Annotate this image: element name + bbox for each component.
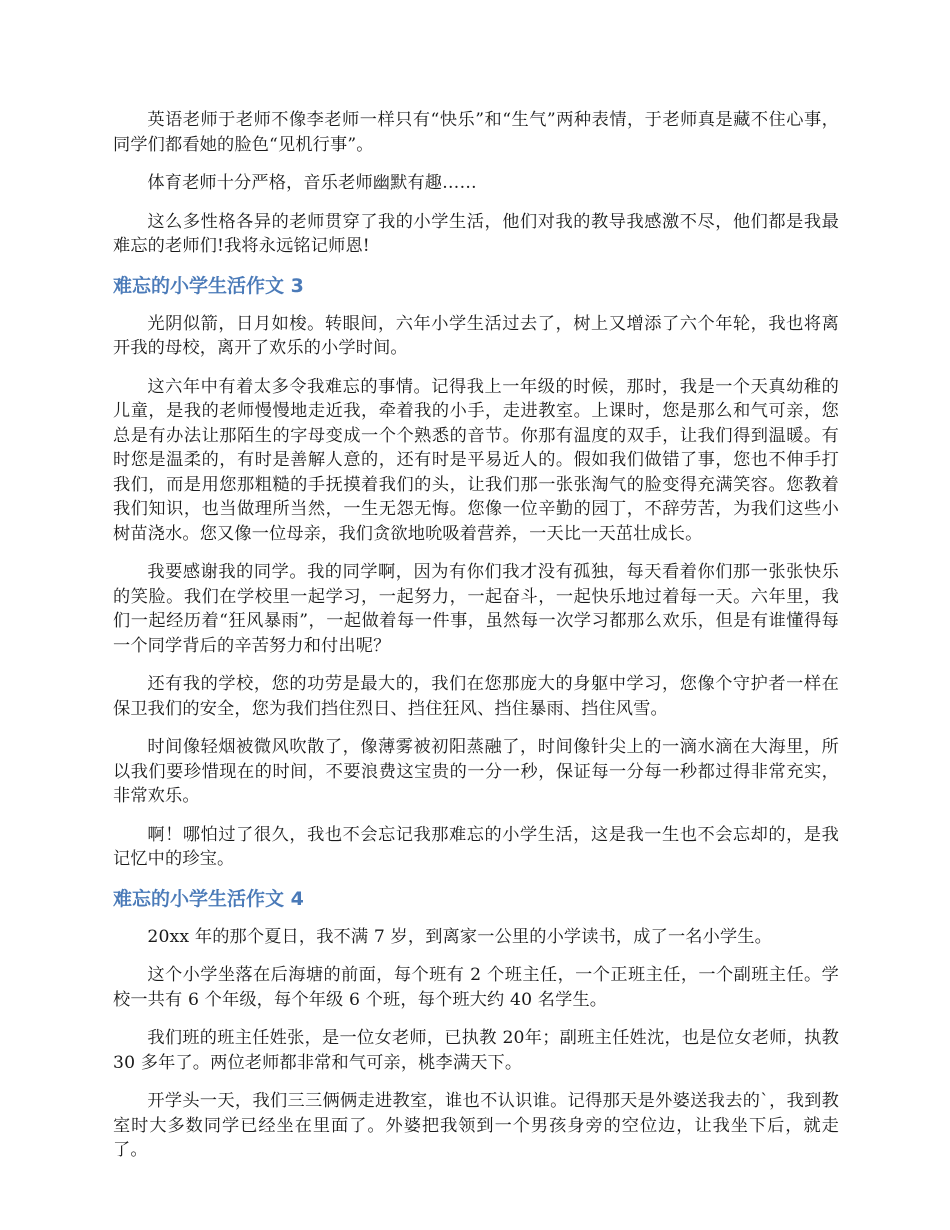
paragraph: 体育老师十分严格，音乐老师幽默有趣…… bbox=[147, 173, 477, 193]
paragraph: 20xx 年的那个夏日，我不满 7 岁，到离家一公里的小学读书，成了一名小学生。 bbox=[147, 926, 772, 947]
paragraph: 时间像轻烟被微风吹散了，像薄雾被初阳蒸融了，时间像针尖上的一滴水滴在大海里，所以我们要珍惜现在的时间，不要浪费这宝贵的一分一秒，保证每一分每一秒都过得非常充实，非常欢乐。 bbox=[113, 737, 839, 806]
paragraph: 还有我的学校，您的功劳是最大的，我们在您那庞大的身躯中学习，您像个守护者一样在保卫我们的安全，您为我们挡住烈日、挡住狂风、挡住暴雨、挡住风雪。 bbox=[113, 674, 839, 719]
paragraph: 开学头一天，我们三三俩俩走进教室，谁也不认识谁。记得那天是外婆送我去的`，我到教室时大多数同学已经坐在里面了。外婆把我领到一个男孩身旁的空位边，让我坐下后，就走了。 bbox=[113, 1091, 839, 1160]
document-page bbox=[113, 108, 839, 1177]
section-heading: 难忘的小学生活作文 4 bbox=[113, 887, 304, 910]
paragraph: 啊！哪怕过了很久，我也不会忘记我那难忘的小学生活，这是我一生也不会忘却的，是我记忆中的珍宝。 bbox=[113, 824, 839, 869]
paragraph: 这个小学坐落在后海塘的前面，每个班有 2 个班主任，一个正班主任，一个副班主任。学校一共有 6 个年级，每个年级 6 个班，每个班大约 40 名学生。 bbox=[113, 965, 839, 1010]
paragraph: 这么多性格各异的老师贯穿了我的小学生活，他们对我的教导我感激不尽，他们都是我最难忘的老师们!我将永远铭记师恩! bbox=[113, 211, 839, 256]
paragraph: 英语老师于老师不像李老师一样只有“快乐”和“生气”两种表情，于老师真是藏不住心事，同学们都看她的脸色“见机行事”。 bbox=[113, 110, 839, 155]
paragraph: 光阴似箭，日月如梭。转眼间，六年小学生活过去了，树上又增添了六个年轮，我也将离开我的母校，离开了欢乐的小学时间。 bbox=[113, 313, 839, 358]
paragraph: 我要感谢我的同学。我的同学啊，因为有你们我才没有孤独，每天看着你们那一张张快乐的笑脸。我们在学校里一起学习，一起努力，一起奋斗，一起快乐地过着每一天。六年里，我们一起经历着“狂风暴雨”，一起做着每一件事，虽然每一次学习都那么欢乐，但是有谁懂得每一个同学背后的辛苦努力和付出呢？ bbox=[113, 562, 839, 656]
paragraph: 这六年中有着太多令我难忘的事情。记得我上一年级的时候，那时，我是一个天真幼稚的儿童，是我的老师慢慢地走近我，牵着我的小手，走进教室。上课时，您是那么和气可亲，您总是有办法让那陌生的字母变成一个个熟悉的音节。你那有温度的双手，让我们得到温暖。有时您是温柔的，有时是善解人意的，还有时是平易近人的。假如我们做错了事，您也不伸手打我们，而是用您那粗糙的手抚摸着我们的头，让我们那一张张淘气的脸变得充满笑容。您教着我们知识，也当做理所当然，一生无怨无悔。您像一位辛勤的园丁，不辞劳苦，为我们这些小树苗浇水。您又像一位母亲，我们贪欲地吮吸着营养，一天比一天茁壮成长。 bbox=[113, 376, 839, 544]
section-heading: 难忘的小学生活作文 3 bbox=[113, 274, 304, 297]
paragraph: 我们班的班主任姓张，是一位女老师，已执教 20年；副班主任姓沈，也是位女老师，执教 30 多年了。两位老师都非常和气可亲，桃李满天下。 bbox=[113, 1028, 839, 1073]
